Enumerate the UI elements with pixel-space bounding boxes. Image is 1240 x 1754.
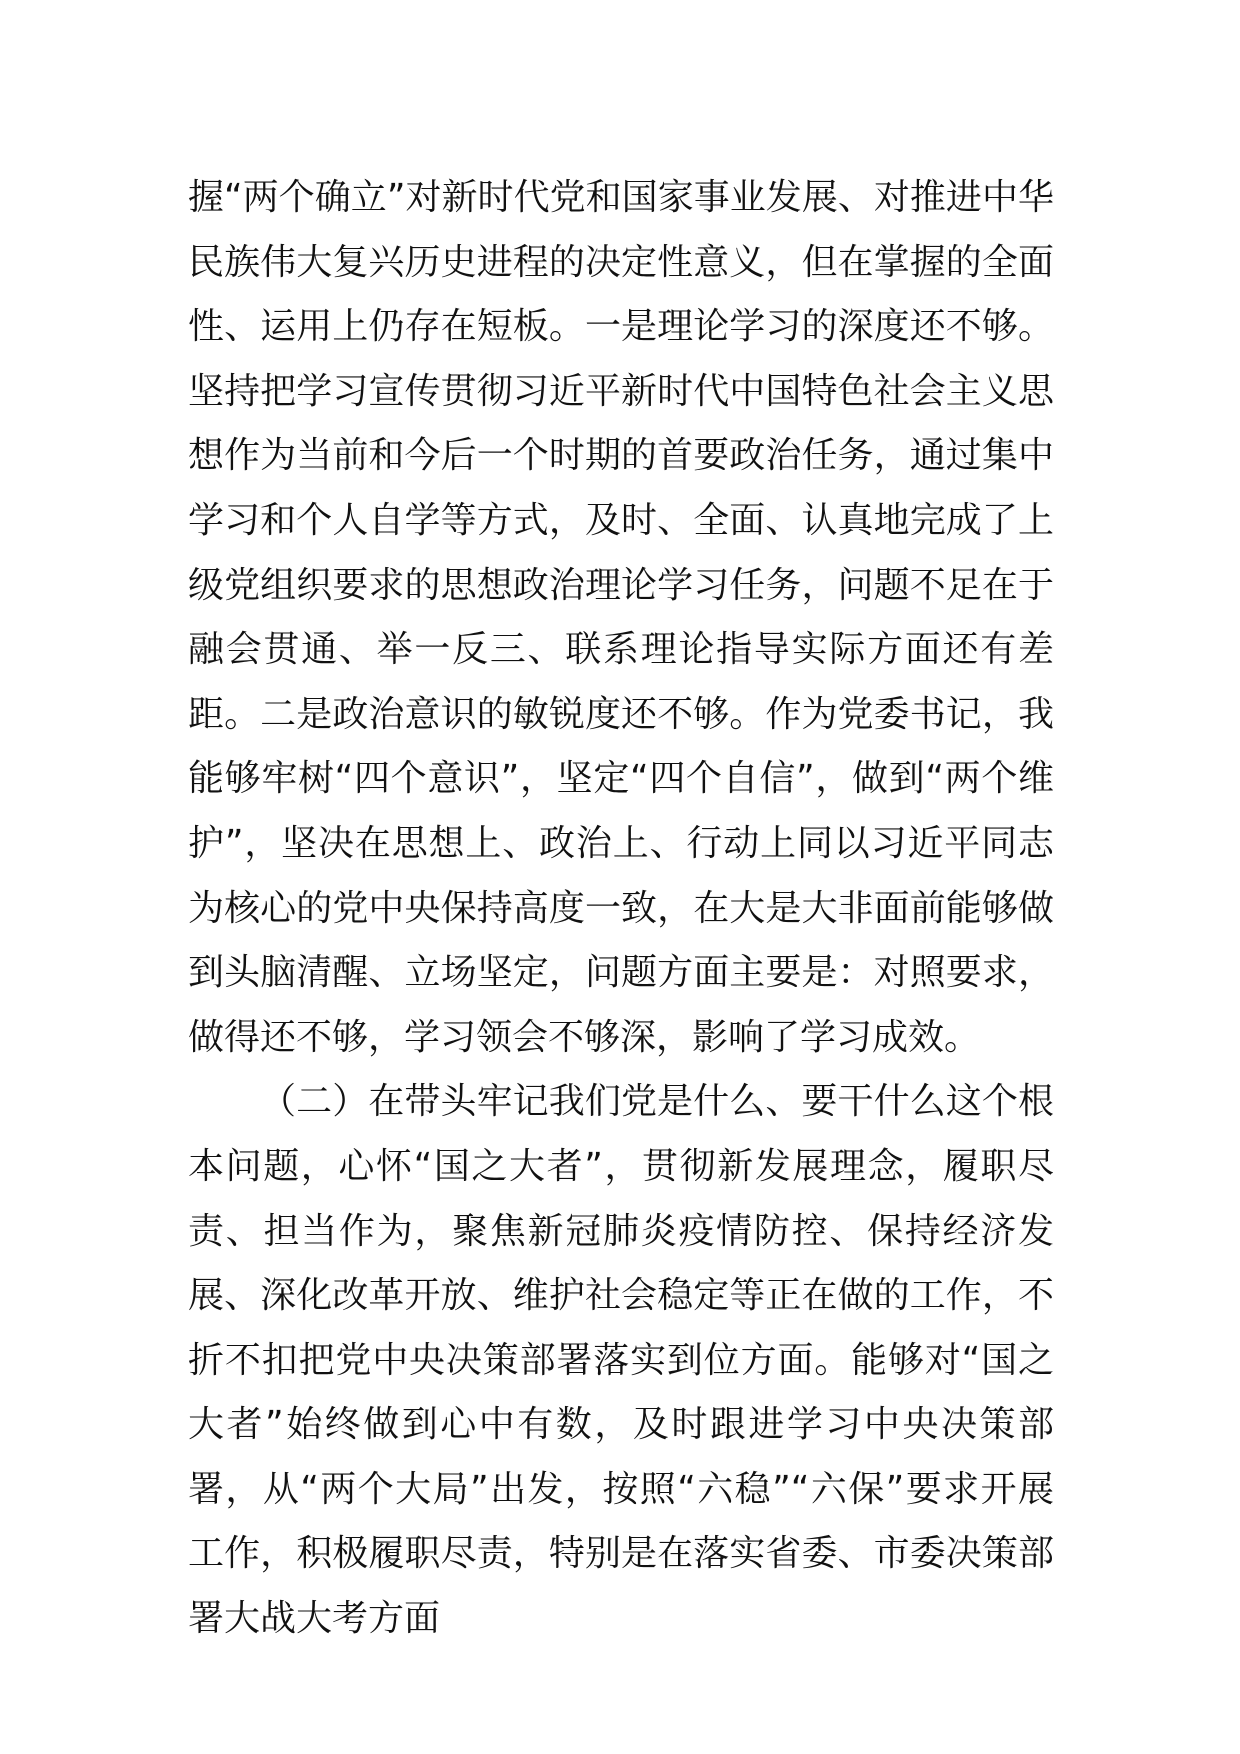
body-text	[188, 166, 1054, 1652]
paragraph-continued: 握“两个确立”对新时代党和国家事业发展、对推进中华民族伟大复兴历史进程的决定性意义，但在掌握的全面性、运用上仍存在短板。一是理论学习的深度还不够。坚持把学习宣传贯彻习近平新时代中国特色社会主义思想作为当前和今后一个时期的首要政治任务，通过集中学习和个人自学等方式，及时、全面、认真地完成了上级党组织要求的思想政治理论学习任务，问题不足在于融会贯通、举一反三、联系理论指导实际方面还有差距。二是政治意识的敏锐度还不够。作为党委书记，我能够牢树“四个意识”，坚定“四个自信”，做到“两个维护”，坚决在思想上、政治上、行动上同以习近平同志为核心的党中央保持高度一致，在大是大非面前能够做到头脑清醒、立场坚定，问题方面主要是：对照要求，做得还不够，学习领会不够深，影响了学习成效。	[188, 177, 1054, 1058]
paragraph-section-two: （二）在带头牢记我们党是什么、要干什么这个根本问题，心怀“国之大者”，贯彻新发展理念，履职尽责、担当作为，聚焦新冠肺炎疫情防控、保持经济发展、深化改革开放、维护社会稳定等正在做的工作，不折不扣把党中央决策部署落实到位方面。能够对“国之大者”始终做到心中有数，及时跟进学习中央决策部署，从“两个大局”出发，按照“六稳”“六保”要求开展工作，积极履职尽责，特别是在落实省委、市委决策部署大战大考方面	[188, 1081, 1054, 1640]
